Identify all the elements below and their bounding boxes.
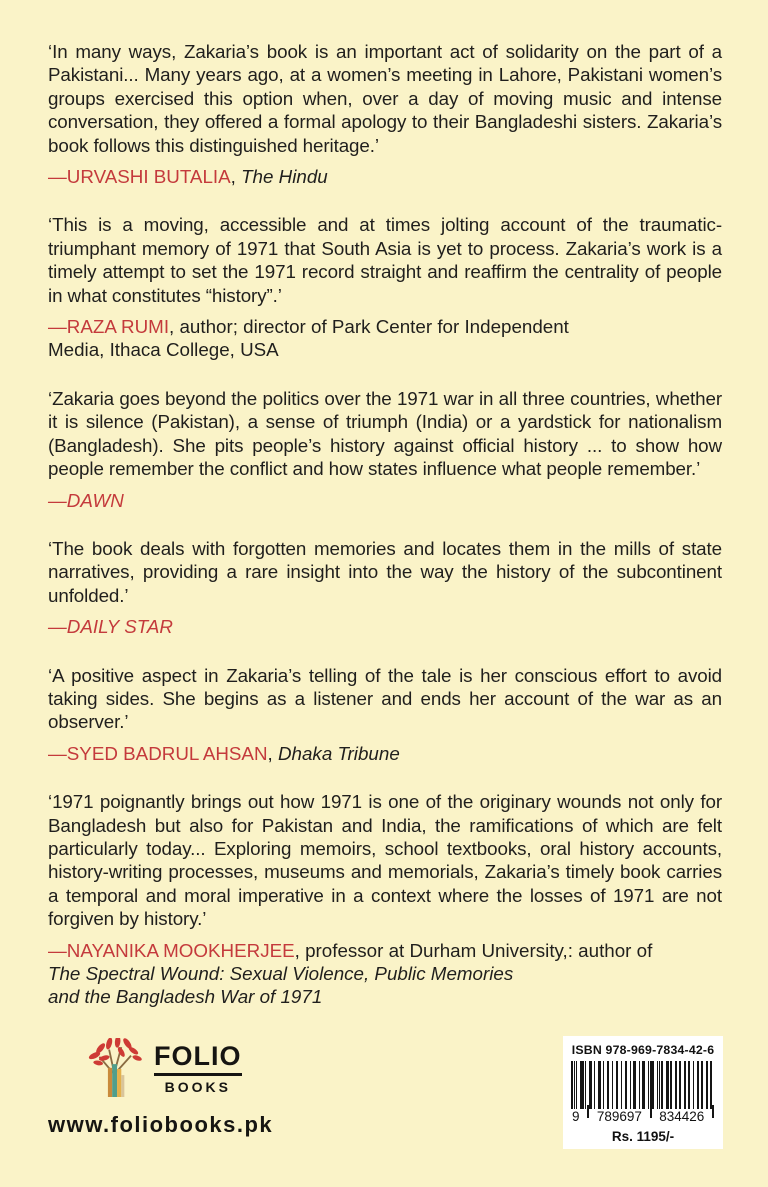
attribution-source: Dhaka Tribune: [277, 742, 400, 764]
barcode-digit-group-right: 834426: [659, 1109, 705, 1124]
isbn-label: ISBN 978-969-7834-42-6: [571, 1043, 715, 1057]
quote-block-urvashi: [48, 40, 722, 188]
attribution-name: —RAZA RUMI: [48, 316, 170, 338]
barcode-digits: [571, 1109, 715, 1124]
attribution-role: , author; director of Park Center for Independent: [169, 316, 569, 338]
quote-attribution: [48, 489, 722, 512]
attribution-role-line2: Media, Ithaca College, USA: [48, 339, 279, 361]
quote-attribution: [48, 939, 722, 1009]
quote-block-raza: [48, 213, 722, 361]
attribution-name: —SYED BADRUL AHSAN: [48, 742, 268, 764]
attribution-role: , professor at Durham University,: author of: [294, 939, 653, 961]
barcode-digit-group-left: 9: [572, 1109, 580, 1124]
folio-tree-icon: [86, 1038, 142, 1100]
quote-block-nayanika: [48, 790, 722, 1009]
quote-block-syed: [48, 664, 722, 766]
attribution-name: —NAYANIKA MOOKHERJEE: [48, 939, 295, 961]
price-label: Rs. 1195/-: [611, 1129, 675, 1144]
attribution-book-title-line2: and the Bangladesh War of 1971: [48, 986, 323, 1008]
attribution-source: The Hindu: [241, 166, 328, 188]
barcode-guard-bar: [650, 1105, 652, 1118]
quote-text: ‘The book deals with forgotten memories and locates them in the mills of state narratives, providing a rare insight into the way the history of the subcontinent unfolded.’: [48, 537, 722, 606]
quote-attribution: [48, 615, 722, 638]
barcode-guard-bar: [587, 1105, 589, 1118]
attribution-name: —DAILY STAR: [48, 616, 173, 638]
quote-text: ‘In many ways, Zakaria’s book is an important act of solidarity on the part of a Pakistani... Many years ago, at a women’s meeting in Lahore, Pakistani women’s groups exercised this option when, over a day of moving music and intense conversation, they offered a formal apology to their Bangladeshi sisters. Zakaria’s book follows this distinguished heritage.’: [48, 41, 722, 156]
quote-block-daily-star: [48, 537, 722, 639]
attribution-separator: ,: [230, 166, 242, 188]
attribution-name: —URVASHI BUTALIA: [48, 166, 231, 188]
attribution-separator: ,: [267, 742, 278, 764]
publisher-logo-text: [154, 1043, 242, 1095]
barcode-bars: [571, 1061, 715, 1109]
barcode-digit-group-mid: 789697: [596, 1109, 642, 1124]
publisher-website: www.foliobooks.pk: [48, 1112, 274, 1137]
quote-text: ‘Zakaria goes beyond the politics over the 1971 war in all three countries, whether it is silence (Pakistan), a sense of triumph (India) or a yardstick for nationalism (Bangladesh). She pits people’s history against official history ... to show how people remember the conflict and how states influence what people remember.’: [48, 387, 722, 480]
publisher-brand: [48, 1038, 273, 1138]
barcode-panel: [563, 1036, 723, 1149]
quote-attribution: [48, 165, 722, 188]
attribution-book-title-line1: The Spectral Wound: Sexual Violence, Public Memories: [48, 963, 514, 984]
quote-text: ‘This is a moving, accessible and at times jolting account of the traumatic-triumphant memory of 1971 that South Asia is yet to process. Zakaria’s work is a timely attempt to set the 1971 record straight and reaffirm the centrality of people in what constitutes “history”.’: [48, 214, 722, 306]
publisher-name: FOLIO: [154, 1043, 242, 1076]
quote-text: ‘A positive aspect in Zakaria’s telling of the tale is her conscious effort to avoid taking sides. She begins as a listener and ends her account of the war as an observer.’: [48, 664, 722, 733]
quote-attribution: [48, 315, 722, 362]
attribution-name: —DAWN: [48, 489, 124, 511]
publisher-name-sub: BOOKS: [164, 1079, 231, 1095]
quote-block-dawn: [48, 387, 722, 512]
quote-attribution: [48, 742, 722, 765]
barcode-guard-bar: [712, 1105, 714, 1118]
publisher-logo: [86, 1038, 273, 1100]
quote-text: ‘1971 poignantly brings out how 1971 is one of the originary wounds not only for Bangladesh but also for Pakistan and India, the ramifications of which are felt particularly today... Exploring memoirs, school textbooks, oral history accounts, history-writing processes, museums and memorials, Zakaria’s timely book carries a temporal and moral imperative in a context where the losses of 1971 are not forgiven by history.’: [48, 791, 722, 930]
